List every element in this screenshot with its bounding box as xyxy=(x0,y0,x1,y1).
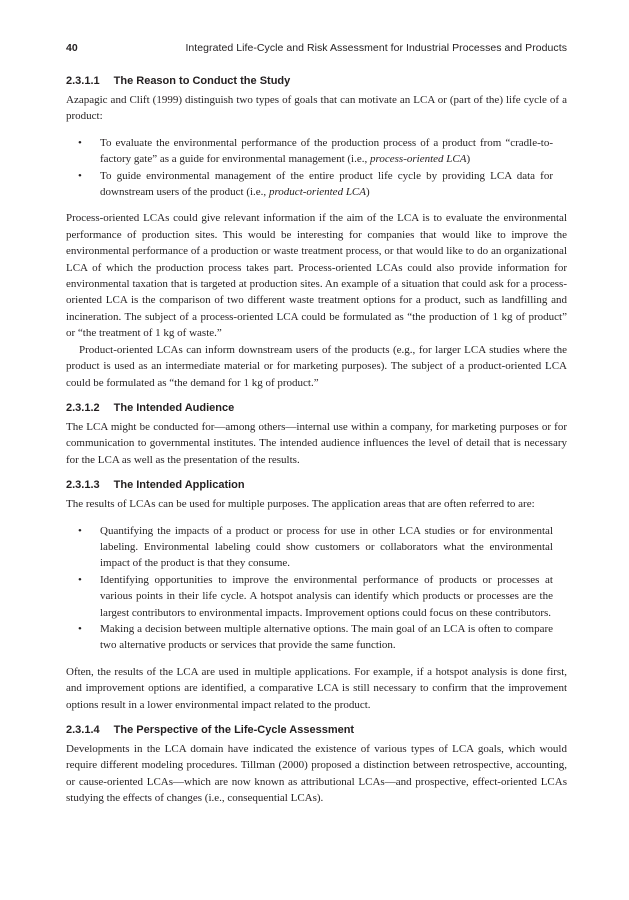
list-item: • Quantifying the impacts of a product or process for use in other LCA studies or for environmental labeling. Environmental labeling could show customers or collaborators what the environmental impact of the product is that they consume. xyxy=(100,523,567,572)
section-heading xyxy=(66,401,567,416)
section-title: The Intended Application xyxy=(113,479,245,492)
paragraph: Product-oriented LCAs can inform downstream users of the products (e.g., for larger LCA studies where the product is used as an intermediate material or for marketing purposes). The subject of a product-oriented LCA could be formulated as “the demand for 1 kg of product.” xyxy=(66,343,567,389)
page-number: 40 xyxy=(66,42,78,54)
paragraph: Developments in the LCA domain have indicated the existence of various types of LCA goals, which would require different modeling procedures. Tillman (2000) proposed a distinction between retrospective, accounting, or cause-oriented LCAs—which are now known as attributional LCAs—and prospective, effect-oriented LCAs studying the effects of changes (i.e., consequential LCAs). xyxy=(66,743,567,805)
section-number: 2.3.1.4 xyxy=(66,724,100,736)
paragraph: Azapagic and Clift (1999) distinguish two types of goals that can motivate an LCA or (part of the) life cycle of a product: xyxy=(66,94,567,123)
list-item: • Making a decision between multiple alternative options. The main goal of an LCA is often to compare two alternative products or services that provide the same function. xyxy=(100,621,567,654)
list-item-tail: ) xyxy=(466,153,471,166)
paragraph: The results of LCAs can be used for multiple purposes. The application areas that are often referred to are: xyxy=(66,498,535,511)
list-item-text: To evaluate the environmental performance of the production process of a product from “cradle-to-factory gate” as a guide for environmental management (i.e., xyxy=(100,136,553,166)
section-title: The Intended Audience xyxy=(113,401,235,414)
section-title: The Perspective of the Life-Cycle Assessment xyxy=(113,724,355,736)
list-item-emphasis: product-oriented LCA xyxy=(268,186,366,199)
bullet-list xyxy=(66,135,567,201)
list-item xyxy=(100,168,567,201)
section-number: 2.3.1.3 xyxy=(66,479,100,492)
bullet-list xyxy=(66,523,567,654)
section-heading xyxy=(66,478,567,493)
paragraph: Process-oriented LCAs could give relevant information if the aim of the LCA is to evaluate the environmental performance of production sites. This would be interesting for companies that would like to improve the environmental performance of a production or waste treatment process, or that would like to do an organizational LCA of which the production process takes part. Process-oriented LCAs could also provide information for environmental taxation that is targeted at production sites. An example of a situation that could ask for a process-oriented LCA is the comparison of two different waste treatment options for a product, such as landfilling and incineration. The subject of a process-oriented LCA could be formulated as “the production of 1 kg of product” or “the treatment of 1 kg of waste.” xyxy=(66,212,567,340)
running-header xyxy=(66,42,567,54)
list-item-text: To guide environmental management of the entire product life cycle by providing LCA data for downstream users of the product (i.e., xyxy=(100,169,553,199)
section-title: The Reason to Conduct the Study xyxy=(113,75,291,87)
list-item-emphasis: process-oriented LCA xyxy=(370,153,467,166)
list-item-tail: ) xyxy=(366,186,370,199)
list-item xyxy=(100,135,567,168)
section-heading xyxy=(66,74,567,89)
section-number: 2.3.1.1 xyxy=(66,75,100,87)
paragraph: Often, the results of the LCA are used in multiple applications. For example, if a hotspot analysis is done first, and improvement options are identified, a comparative LCA is still necessary to confirm that the improvement options result in a lower environmental impact related to the product. xyxy=(66,665,567,711)
section-heading xyxy=(66,723,567,738)
book-title: Integrated Life-Cycle and Risk Assessment for Industrial Processes and Products xyxy=(185,42,567,54)
paragraph: The LCA might be conducted for—among others—internal use within a company, for marketing purposes or for communication to governmental institutes. The intended audience influences the level of detail that is necessary for the LCA as well as the presentation of the results. xyxy=(66,420,567,466)
section-number: 2.3.1.2 xyxy=(66,401,100,414)
list-item: • Identifying opportunities to improve the environmental performance of products or processes at various points in their life cycle. A hotspot analysis can identify which products or processes are the largest contributors to environmental impacts. Improvement options could focus on these contributors. xyxy=(100,572,567,621)
